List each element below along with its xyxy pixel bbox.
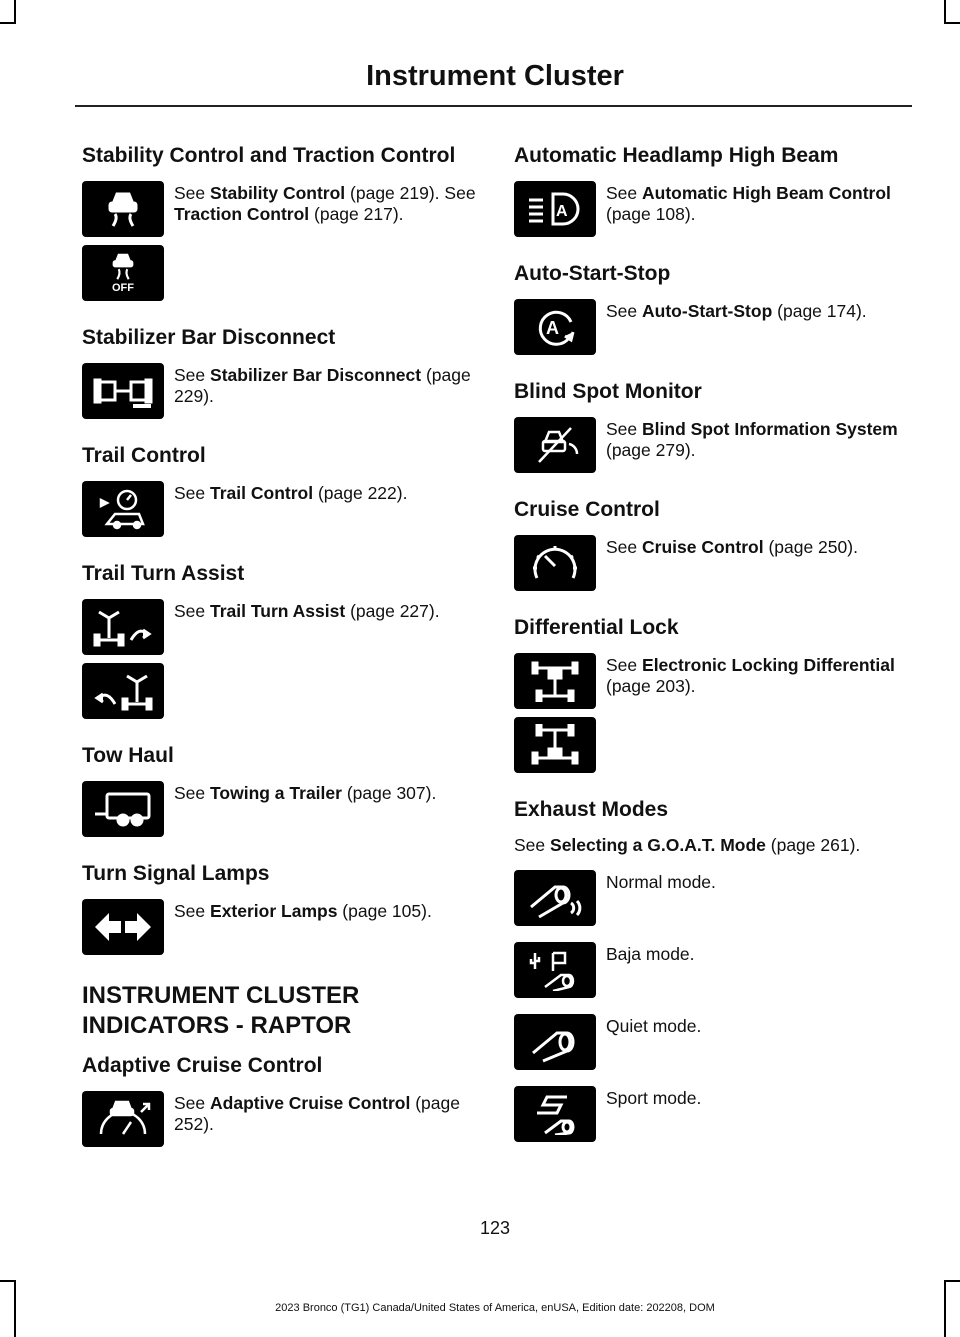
crop-mark [0, 22, 16, 24]
chapter-heading [82, 981, 482, 1041]
entry-row [82, 481, 482, 545]
reference-link[interactable]: Stabilizer Bar Disconnect [210, 365, 422, 385]
trail-control-icon [82, 481, 164, 537]
section-title: Adaptive Cruise Control [82, 1054, 323, 1077]
trail-turn-right-icon [82, 599, 164, 655]
page-ref: (page 174). [777, 301, 867, 321]
section-auto-start-stop [514, 263, 914, 363]
reference-link[interactable]: Adaptive Cruise Control [210, 1093, 411, 1113]
crop-mark [0, 1280, 16, 1282]
trail-turn-left-icon [82, 663, 164, 719]
turn-signal-arrows-icon [82, 899, 164, 955]
section-trail-turn [82, 563, 482, 727]
crop-mark [14, 0, 16, 22]
page-ref: (page 203). [606, 676, 696, 696]
mode-label: Normal mode. [606, 872, 716, 892]
section-title: Stabilizer Bar Disconnect [82, 326, 336, 349]
crop-mark [944, 1280, 960, 1282]
mode-label: Baja mode. [606, 944, 695, 964]
entry-text [174, 181, 482, 225]
reference-link[interactable]: Auto-Start-Stop [642, 301, 773, 321]
section-cruise [514, 499, 914, 599]
icon-group [514, 417, 606, 481]
reference-link[interactable]: Towing a Trailer [210, 783, 342, 803]
stability-control-icon [82, 181, 164, 237]
section-title: Blind Spot Monitor [514, 380, 702, 403]
page-ref: (page 250). [768, 537, 858, 557]
icon-group [82, 363, 174, 427]
entry-row [82, 363, 482, 427]
exhaust-mode-row [514, 870, 914, 934]
exhaust-mode-row [514, 1086, 914, 1150]
page-ref: (page 227). [350, 601, 440, 621]
blind-spot-icon [514, 417, 596, 473]
front-diff-lock-icon [514, 653, 596, 709]
page-ref: (page 222). [317, 483, 408, 503]
entry-row [82, 781, 482, 845]
section-title: Cruise Control [514, 498, 660, 521]
reference-link[interactable]: Traction Control [174, 204, 310, 224]
see-text: See [174, 483, 206, 503]
see-text: See [174, 601, 206, 621]
icon-group [514, 1014, 606, 1078]
see-text: See [174, 783, 206, 803]
section-title: Exhaust Modes [514, 798, 669, 821]
section-title: Auto-Start-Stop [514, 262, 671, 285]
entry-text [606, 181, 914, 225]
crop-mark [944, 0, 946, 22]
see-text: See [606, 537, 638, 557]
cruise-control-icon [514, 535, 596, 591]
section-diff-lock [514, 617, 914, 781]
entry-row [82, 899, 482, 963]
section-title: Differential Lock [514, 616, 679, 639]
page-ref: (page 261). [770, 835, 861, 855]
see-text: See [174, 183, 206, 203]
exhaust-quiet-icon [514, 1014, 596, 1070]
stabilizer-bar-icon [82, 363, 164, 419]
icon-group [82, 599, 174, 727]
entry-text [606, 535, 858, 558]
icon-group [82, 899, 174, 963]
section-title: Turn Signal Lamps [82, 862, 270, 885]
entry-text [606, 653, 914, 697]
mode-label: Quiet mode. [606, 1016, 702, 1036]
page-ref: (page 307). [346, 783, 437, 803]
entry-text [606, 299, 867, 322]
reference-link[interactable]: Blind Spot Information System [642, 419, 898, 439]
exhaust-mode-row [514, 1014, 914, 1078]
page-ref: (page 219). [350, 183, 440, 203]
header-rule [75, 105, 912, 107]
mode-label: Sport mode. [606, 1088, 702, 1108]
entry-text [174, 899, 432, 922]
entry-text [174, 481, 407, 504]
entry-row [514, 653, 914, 781]
exhaust-intro [514, 835, 914, 856]
reference-link[interactable]: Selecting a G.O.A.T. Mode [550, 835, 766, 855]
section-trail-control [82, 445, 482, 545]
reference-link[interactable]: Automatic High Beam Control [642, 183, 891, 203]
entry-row [82, 181, 482, 309]
exhaust-sport-icon [514, 1086, 596, 1142]
section-title: Stability Control and Traction Control [82, 144, 456, 167]
page-ref: (page 279). [606, 440, 696, 460]
entry-text [174, 363, 482, 407]
entry-row [82, 599, 482, 727]
icon-group [82, 181, 174, 309]
rear-diff-lock-icon [514, 717, 596, 773]
see-text: See [606, 183, 638, 203]
icon-group [82, 1091, 174, 1155]
see-text: See [514, 835, 546, 855]
section-title: Tow Haul [82, 744, 174, 767]
icon-group [514, 942, 606, 1006]
entry-row [514, 299, 914, 363]
right-column [514, 145, 914, 1168]
reference-link[interactable]: Stability Control [210, 183, 346, 203]
see-text: See [606, 655, 638, 675]
svg-text:A: A [556, 203, 568, 220]
reference-link[interactable]: Trail Turn Assist [210, 601, 346, 621]
reference-link[interactable]: Cruise Control [642, 537, 764, 557]
stability-control-off-icon [82, 245, 164, 301]
icon-group [82, 781, 174, 845]
icon-group [82, 481, 174, 545]
see-text: See [174, 901, 206, 921]
page-ref: (page 105). [342, 901, 432, 921]
left-column [82, 145, 482, 1173]
section-stability [82, 145, 482, 309]
section-high-beam [514, 145, 914, 245]
icon-group [514, 299, 606, 363]
icon-group [514, 870, 606, 934]
see-text: See [606, 419, 638, 439]
adaptive-cruise-icon [82, 1091, 164, 1147]
icon-group [514, 653, 606, 781]
crop-mark [944, 22, 960, 24]
reference-link[interactable]: Electronic Locking Differential [642, 655, 895, 675]
page-header-title: Instrument Cluster [366, 60, 624, 92]
auto-start-stop-icon [514, 299, 596, 355]
entry-row [514, 417, 914, 481]
entry-row [82, 1091, 482, 1155]
reference-link[interactable]: Trail Control [210, 483, 314, 503]
footer-edition: 2023 Bronco (TG1) Canada/United States of America, enUSA, Edition date: 202208, DOM [275, 1302, 715, 1314]
tow-haul-icon [82, 781, 164, 837]
icon-group [514, 535, 606, 599]
entry-text [174, 781, 436, 804]
section-title: Trail Turn Assist [82, 562, 245, 585]
see-text: See [444, 183, 476, 203]
icon-group [514, 181, 606, 245]
section-title: Trail Control [82, 444, 206, 467]
see-text: See [606, 301, 638, 321]
section-stabilizer [82, 327, 482, 427]
auto-high-beam-icon [514, 181, 596, 237]
see-text: See [174, 365, 206, 385]
chapter-heading-line: INDICATORS - RAPTOR [82, 1012, 352, 1039]
see-text: See [174, 1093, 206, 1113]
exhaust-normal-icon [514, 870, 596, 926]
section-turn-signal [82, 863, 482, 963]
svg-text:A: A [546, 318, 559, 338]
page-ref: (page 217). [314, 204, 404, 224]
exhaust-baja-icon [514, 942, 596, 998]
off-label: OFF [112, 282, 134, 294]
section-blind-spot [514, 381, 914, 481]
page-ref: (page 252). [174, 1093, 460, 1134]
section-adaptive-cruise [82, 1055, 482, 1155]
exhaust-mode-row [514, 942, 914, 1006]
reference-link[interactable]: Exterior Lamps [210, 901, 338, 921]
section-tow-haul [82, 745, 482, 845]
page-ref: (page 108). [606, 204, 696, 224]
page-number: 123 [479, 1218, 511, 1238]
entry-row [514, 535, 914, 599]
icon-group [514, 1086, 606, 1150]
chapter-heading-line: INSTRUMENT CLUSTER [82, 982, 360, 1009]
entry-text [606, 417, 914, 461]
entry-row [514, 181, 914, 245]
page-ref: (page 229). [174, 365, 471, 406]
entry-text [174, 1091, 482, 1135]
entry-text [174, 599, 440, 622]
section-exhaust-modes [514, 799, 914, 1150]
section-title: Automatic Headlamp High Beam [514, 144, 839, 167]
